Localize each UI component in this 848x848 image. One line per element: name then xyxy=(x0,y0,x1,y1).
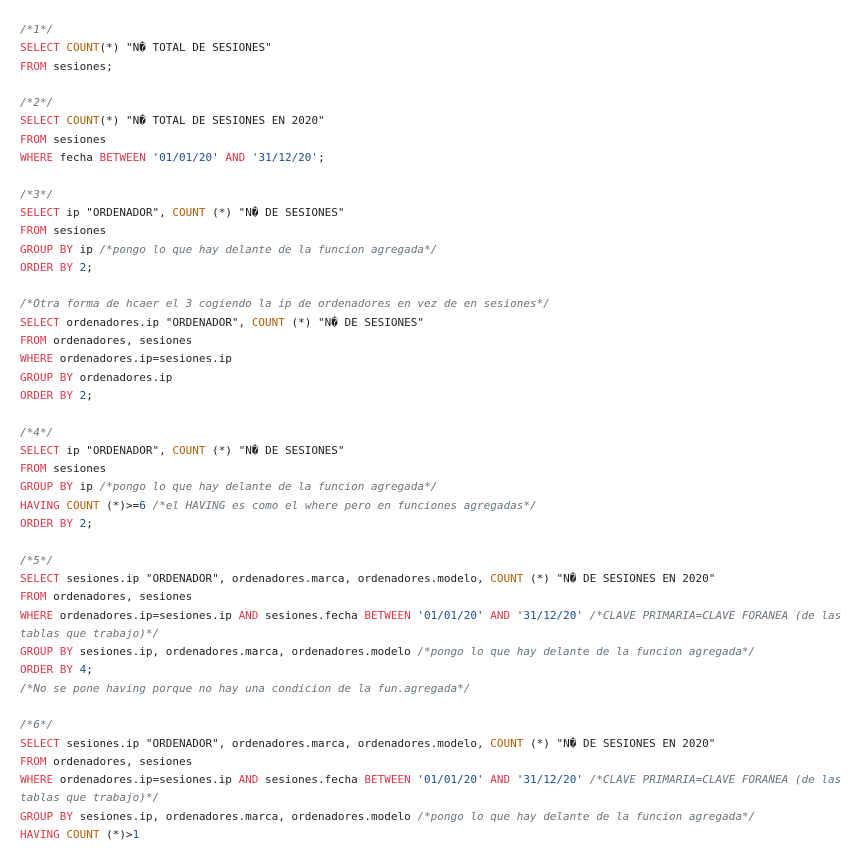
sql-text: (*) "N xyxy=(99,114,140,128)
sql-text xyxy=(245,151,252,164)
sql-text: ip "ORDENADOR", xyxy=(59,205,173,219)
sql-string-literal: '01/01/20' xyxy=(417,608,484,622)
sql-text: sesiones.ip, ordenadores.marca, ordenadores.modelo xyxy=(72,809,418,823)
sql-text: ordenadores.ip=sesiones.ip xyxy=(53,352,232,366)
sql-text: (*)>= xyxy=(99,498,140,512)
sql-keyword: AND xyxy=(490,773,511,787)
sql-text xyxy=(73,517,80,530)
code-line xyxy=(20,259,842,277)
sql-text: ordenadores.ip xyxy=(72,370,173,384)
code-line xyxy=(20,369,842,387)
sql-text: � xyxy=(139,114,146,128)
sql-keyword: GROUP BY xyxy=(20,242,73,256)
sql-text: ; xyxy=(318,151,325,165)
sql-function: COUNT xyxy=(172,443,206,457)
sql-text: ; xyxy=(86,388,93,402)
sql-text: DE SESIONES EN 2020" xyxy=(576,736,716,750)
sql-function: COUNT xyxy=(251,315,285,329)
code-line xyxy=(20,39,842,57)
sql-keyword: SELECT xyxy=(20,205,60,219)
sql-text: (*) "N xyxy=(523,571,570,585)
code-line xyxy=(20,112,842,130)
sql-number: 2 xyxy=(79,260,87,274)
sql-comment: /*5*/ xyxy=(20,553,54,567)
sql-text: sesiones.ip "ORDENADOR", ordenadores.marca, ordenadores.modelo, xyxy=(59,571,491,585)
sql-comment: /*CLAVE PRIMARIA=CLAVE FORANEA (de las tablas que trabajo)*/ xyxy=(20,608,848,640)
sql-comment: /*pongo lo que hay delante de la funcion agregada*/ xyxy=(99,242,438,256)
sql-text: ; xyxy=(86,260,93,274)
sql-keyword: GROUP BY xyxy=(20,480,73,494)
code-line xyxy=(20,387,842,405)
sql-number: 1 xyxy=(132,828,140,842)
sql-text: (*) "N xyxy=(523,736,570,750)
sql-text: DE SESIONES EN 2020" xyxy=(576,571,716,585)
sql-comment: /*pongo lo que hay delante de la funcion agregada*/ xyxy=(417,809,756,823)
sql-comment: /*2*/ xyxy=(20,96,54,110)
sql-text: TOTAL DE SESIONES" xyxy=(145,41,272,55)
sql-keyword: SELECT xyxy=(20,571,60,585)
code-line xyxy=(20,241,842,259)
sql-code-block xyxy=(20,21,848,844)
sql-keyword: BETWEEN xyxy=(99,151,146,165)
code-line xyxy=(20,149,842,167)
sql-text: � xyxy=(331,315,338,329)
sql-text: ordenadores, sesiones xyxy=(46,754,193,768)
code-line xyxy=(20,94,842,112)
sql-text: (*) "N xyxy=(284,315,332,329)
sql-keyword: BETWEEN xyxy=(364,608,411,622)
sql-keyword: WHERE xyxy=(20,608,54,622)
sql-text xyxy=(510,609,517,622)
sql-text: (*) "N xyxy=(205,443,252,457)
sql-text: fecha xyxy=(53,151,100,165)
sql-comment: /*Otra forma de hcaer el 3 cogiendo la ip de ordenadores en vez de en sesiones*/ xyxy=(20,297,550,311)
code-line xyxy=(20,131,842,149)
sql-comment: /*el HAVING es como el where pero en funciones agregadas*/ xyxy=(152,498,537,512)
sql-keyword: WHERE xyxy=(20,352,54,366)
sql-keyword: SELECT xyxy=(20,443,60,457)
sql-keyword: BETWEEN xyxy=(364,773,411,787)
sql-function: COUNT xyxy=(66,498,100,512)
code-line xyxy=(20,350,842,368)
sql-keyword: SELECT xyxy=(20,114,60,128)
code-line xyxy=(20,753,842,771)
code-line xyxy=(20,552,842,570)
sql-text xyxy=(73,389,80,402)
sql-keyword: FROM xyxy=(20,59,47,73)
sql-keyword: ORDER BY xyxy=(20,260,73,274)
code-line xyxy=(20,497,842,515)
sql-text: (*) "N xyxy=(99,41,140,55)
sql-keyword: AND xyxy=(490,608,511,622)
code-line xyxy=(20,460,842,478)
sql-comment: /*1*/ xyxy=(20,23,54,36)
sql-text: ip xyxy=(72,242,100,256)
sql-text: ordenadores.ip=sesiones.ip xyxy=(53,608,239,622)
sql-text xyxy=(583,609,590,622)
sql-keyword: FROM xyxy=(20,590,47,604)
code-line xyxy=(20,698,842,716)
code-line xyxy=(20,570,842,588)
sql-text xyxy=(510,773,517,786)
sql-function: COUNT xyxy=(66,114,100,128)
sql-keyword: WHERE xyxy=(20,151,54,165)
sql-keyword: GROUP BY xyxy=(20,645,73,659)
sql-keyword: AND xyxy=(238,608,259,622)
sql-text: ordenadores, sesiones xyxy=(46,334,193,348)
sql-keyword: FROM xyxy=(20,334,47,348)
code-line xyxy=(20,186,842,204)
sql-keyword: GROUP BY xyxy=(20,809,73,823)
sql-string-literal: '31/12/20' xyxy=(251,151,319,165)
sql-text: sesiones.fecha xyxy=(258,773,365,787)
sql-text xyxy=(583,773,590,786)
sql-text: ordenadores, sesiones xyxy=(46,590,193,604)
sql-text: ordenadores.ip=sesiones.ip xyxy=(53,773,239,787)
code-line xyxy=(20,478,842,496)
sql-text: (*) "N xyxy=(205,205,252,219)
sql-text: sesiones; xyxy=(46,59,113,73)
sql-text xyxy=(146,499,153,512)
code-line xyxy=(20,21,842,39)
sql-string-literal: '31/12/20' xyxy=(516,608,583,622)
sql-text: sesiones xyxy=(46,132,107,146)
sql-keyword: SELECT xyxy=(20,315,60,329)
code-line xyxy=(20,607,848,644)
sql-number: 4 xyxy=(79,663,87,677)
sql-text: DE SESIONES" xyxy=(258,205,345,219)
sql-text: � xyxy=(139,41,146,55)
sql-keyword: HAVING xyxy=(20,828,60,842)
sql-text: DE SESIONES" xyxy=(337,315,425,329)
sql-comment: /*pongo lo que hay delante de la funcion agregada*/ xyxy=(99,480,438,494)
sql-text: sesiones xyxy=(46,224,107,238)
sql-keyword: AND xyxy=(238,773,259,787)
sql-text: sesiones.ip, ordenadores.marca, ordenadores.modelo xyxy=(72,645,418,659)
sql-keyword: SELECT xyxy=(20,41,60,55)
code-line xyxy=(20,405,842,423)
sql-number: 2 xyxy=(79,388,87,402)
sql-keyword: FROM xyxy=(20,754,47,768)
sql-text: � xyxy=(251,205,259,219)
code-line xyxy=(20,314,842,332)
sql-text: � xyxy=(251,443,259,457)
sql-function: COUNT xyxy=(490,571,524,585)
code-line xyxy=(20,332,842,350)
sql-text xyxy=(73,663,80,676)
sql-keyword: FROM xyxy=(20,132,47,146)
code-line xyxy=(20,204,842,222)
code-line xyxy=(20,442,842,460)
sql-keyword: ORDER BY xyxy=(20,663,73,677)
code-line xyxy=(20,533,842,551)
sql-function: COUNT xyxy=(172,205,206,219)
code-line xyxy=(20,424,842,442)
code-line xyxy=(20,167,842,185)
sql-function: COUNT xyxy=(66,41,100,55)
code-line xyxy=(20,680,842,698)
sql-text: ordenadores.ip "ORDENADOR", xyxy=(59,315,252,329)
sql-comment: /*No se pone having porque no hay una condicion de la fun.agregada*/ xyxy=(20,681,471,695)
code-line xyxy=(20,295,842,313)
sql-text: ; xyxy=(86,663,93,677)
sql-keyword: GROUP BY xyxy=(20,370,73,384)
code-line xyxy=(20,771,848,808)
sql-string-literal: '01/01/20' xyxy=(417,773,484,787)
sql-number: 2 xyxy=(79,517,87,531)
code-line xyxy=(20,58,842,76)
code-line xyxy=(20,222,842,240)
sql-keyword: AND xyxy=(225,151,246,165)
sql-keyword: SELECT xyxy=(20,736,60,750)
sql-comment: /*3*/ xyxy=(20,187,54,201)
sql-text: sesiones xyxy=(46,462,107,476)
sql-function: COUNT xyxy=(490,736,524,750)
sql-text: TOTAL DE SESIONES EN 2020" xyxy=(145,114,325,128)
sql-keyword: FROM xyxy=(20,224,47,238)
sql-comment: /*6*/ xyxy=(20,718,54,732)
sql-text: (*)> xyxy=(99,828,133,842)
sql-keyword: FROM xyxy=(20,462,47,476)
sql-string-literal: '01/01/20' xyxy=(152,151,219,165)
sql-comment: /*pongo lo que hay delante de la funcion agregada*/ xyxy=(417,645,756,659)
sql-text: ; xyxy=(86,517,93,531)
code-line xyxy=(20,716,842,734)
code-line xyxy=(20,735,842,753)
sql-keyword: ORDER BY xyxy=(20,388,73,402)
sql-text xyxy=(73,261,80,274)
sql-text: � xyxy=(569,571,577,585)
sql-string-literal: '31/12/20' xyxy=(516,773,583,787)
code-line xyxy=(20,808,842,826)
sql-keyword: ORDER BY xyxy=(20,517,73,531)
sql-comment: /*4*/ xyxy=(20,425,54,439)
sql-text: DE SESIONES" xyxy=(258,443,345,457)
code-line xyxy=(20,76,842,94)
sql-text: ip "ORDENADOR", xyxy=(59,443,173,457)
sql-text: sesiones.fecha xyxy=(258,608,365,622)
sql-text: sesiones.ip "ORDENADOR", ordenadores.marca, ordenadores.modelo, xyxy=(59,736,491,750)
code-line xyxy=(20,643,842,661)
sql-text: � xyxy=(569,736,577,750)
sql-text: ip xyxy=(72,480,100,494)
code-line xyxy=(20,277,842,295)
code-line xyxy=(20,661,842,679)
code-line xyxy=(20,588,842,606)
sql-function: COUNT xyxy=(66,828,100,842)
code-line xyxy=(20,826,842,844)
code-line xyxy=(20,515,842,533)
sql-comment: /*CLAVE PRIMARIA=CLAVE FORANEA (de las tablas que trabajo)*/ xyxy=(20,773,848,805)
sql-number: 6 xyxy=(139,498,146,512)
sql-keyword: WHERE xyxy=(20,773,54,787)
sql-keyword: HAVING xyxy=(20,498,60,512)
